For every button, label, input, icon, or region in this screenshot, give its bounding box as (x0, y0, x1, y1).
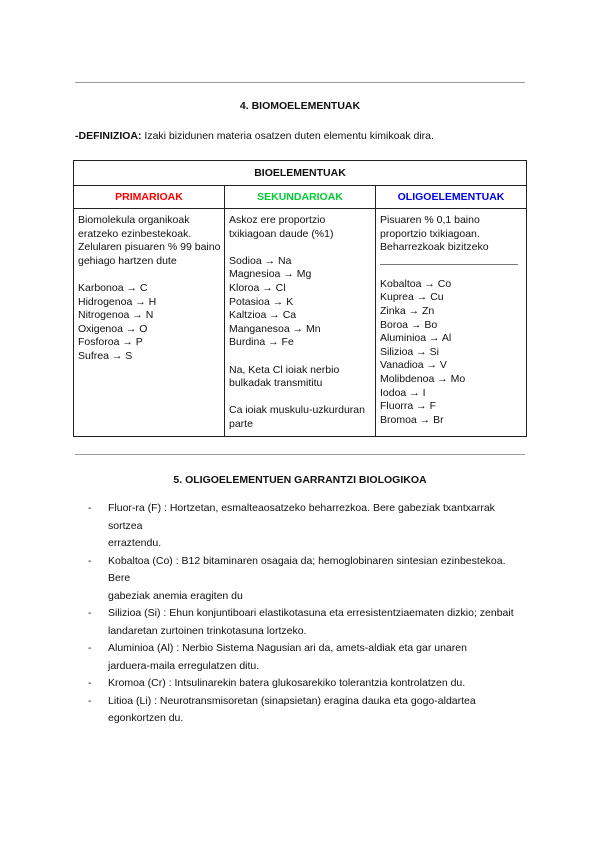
bullet-dash: - (88, 642, 92, 654)
section-5-heading: 5. OLIGOELEMENTUEN GARRANTZI BIOLOGIKOA (173, 474, 427, 486)
column-header-oligoelementuak (376, 186, 527, 209)
description-line: eratzeko ezinbestekoak. (78, 227, 192, 240)
list-item-text: egonkortzen du. (108, 712, 184, 724)
list-item (88, 693, 530, 728)
column-header-label: PRIMARIOAK (115, 191, 183, 203)
bullet-dash: - (88, 677, 92, 689)
list-item (88, 640, 530, 675)
element-entry: Silizioa → Si (380, 345, 439, 358)
note-line: Ca ioiak muskulu-uzkurduran (229, 404, 365, 417)
description-line: Zelularen pisuaren % 99 baino (78, 241, 221, 254)
definition-text: Izaki bizidunen materia osatzen duten elementu kimikoak dira. (141, 130, 434, 142)
oligoelement-importance-list (88, 500, 530, 728)
element-entry: Vanadioa → V (380, 359, 447, 372)
list-item-text: Kobaltoa (Co) : B12 bitaminaren osagaia da; hemoglobinaren sintesian ezinbestekoa. Bere (108, 554, 506, 584)
element-entry: Iodoa → I (380, 386, 426, 399)
list-item-text: jarduera-maila erregulatzen ditu. (108, 659, 260, 672)
cell-divider (380, 264, 518, 265)
description-line: Pisuaren % 0,1 baino (380, 214, 480, 226)
element-entry: Kaltzioa → Ca (229, 309, 297, 322)
note-line: bulkadak transmititu (229, 377, 323, 390)
bullet-dash: - (88, 607, 92, 619)
note-line: parte (229, 417, 253, 430)
element-entry: Aluminioa → Al (380, 332, 452, 345)
description-line: gehiago hartzen dute (78, 254, 177, 267)
list-item-text: erraztendu. (108, 537, 162, 549)
note-line: Na, Keta Cl ioiak nerbio (229, 363, 340, 376)
bioelements-table (73, 160, 527, 437)
element-entry: Magnesioa → Mg (229, 268, 312, 281)
element-entry: Sodioa → Na (229, 254, 292, 267)
list-item (88, 500, 530, 553)
column-header-label: OLIGOELEMENTUAK (397, 191, 505, 203)
description-line: Askoz ere proportzio (229, 214, 326, 226)
element-entry: Manganesoa → Mn (229, 322, 321, 335)
oligoelementuak-cell (376, 209, 527, 437)
element-entry: Sufrea → S (78, 349, 133, 362)
table-title: BIOELEMENTUAK (74, 161, 527, 186)
element-entry: Fosforoa → P (78, 336, 143, 349)
column-header-primarioak (74, 186, 225, 209)
list-item (88, 605, 530, 640)
element-entry: Karbonoa → C (78, 281, 148, 294)
element-entry: Kloroa → Cl (229, 281, 286, 294)
element-entry: Bromoa → Br (380, 413, 444, 426)
element-entry: Boroa → Bo (380, 318, 438, 331)
description-line: txikiagoan daude (%1) (229, 227, 334, 240)
element-entry: Molibdenoa → Mo (380, 372, 466, 385)
section-4-heading: 4. BIOMOELEMENTUAK (239, 100, 361, 112)
definition-paragraph (75, 130, 535, 142)
list-item-text: Litioa (Li) : Neurotransmisoretan (sinapsietan) eragina dauka eta gogo-aldartea (108, 694, 476, 707)
description-line: Beharrezkoak bizitzeko (380, 241, 489, 254)
list-item-text: Aluminioa (Al) : Nerbio Sistema Nagusian ari da, amets-aldiak eta gar unaren (108, 642, 467, 654)
element-entry: Oxigenoa → O (78, 322, 148, 335)
element-entry: Kobaltoa → Co (380, 277, 452, 290)
list-item (88, 553, 530, 606)
middle-divider (75, 454, 525, 455)
element-entry: Burdina → Fe (229, 336, 294, 349)
list-item (88, 675, 530, 693)
list-item-text: Fluor-ra (F) : Hortzetan, esmalteaosatzeko beharrezkoa. Bere gabeziak txantxarrak sortzea (108, 502, 495, 532)
list-item-text: gabeziak anemia eragiten du (108, 589, 243, 602)
description-line: proportzio txikiagoan. (380, 227, 480, 240)
bullet-dash: - (88, 502, 92, 514)
element-entry: Hidrogenoa → H (78, 295, 157, 308)
sekundarioak-cell (225, 209, 376, 437)
list-item-text: Silizioa (Si) : Ehun konjuntiboari elastikotasuna eta erresistentziaematen dizkio; zenbait (108, 607, 514, 619)
element-entry: Zinka → Zn (380, 304, 435, 317)
column-header-label: SEKUNDARIOAK (257, 191, 343, 203)
description-line: Biomolekula organikoak (78, 214, 190, 226)
element-entry: Fluorra → F (380, 400, 437, 413)
primarioak-cell (74, 209, 225, 437)
element-entry: Potasioa → K (229, 295, 294, 308)
list-item-text: Kromoa (Cr) : Intsulinarekin batera glukosarekiko tolerantzia kontrolatzen du. (108, 677, 466, 689)
definition-label: -DEFINIZIOA: (75, 130, 142, 142)
bullet-dash: - (88, 694, 92, 707)
bullet-dash: - (88, 554, 92, 567)
element-entry: Kuprea → Cu (380, 291, 444, 304)
list-item-text: landaretan zurtoinen trinkotasuna lortzeko. (108, 624, 307, 637)
top-divider (75, 82, 525, 83)
element-entry: Nitrogenoa → N (78, 309, 154, 322)
column-header-sekundarioak (225, 186, 376, 209)
